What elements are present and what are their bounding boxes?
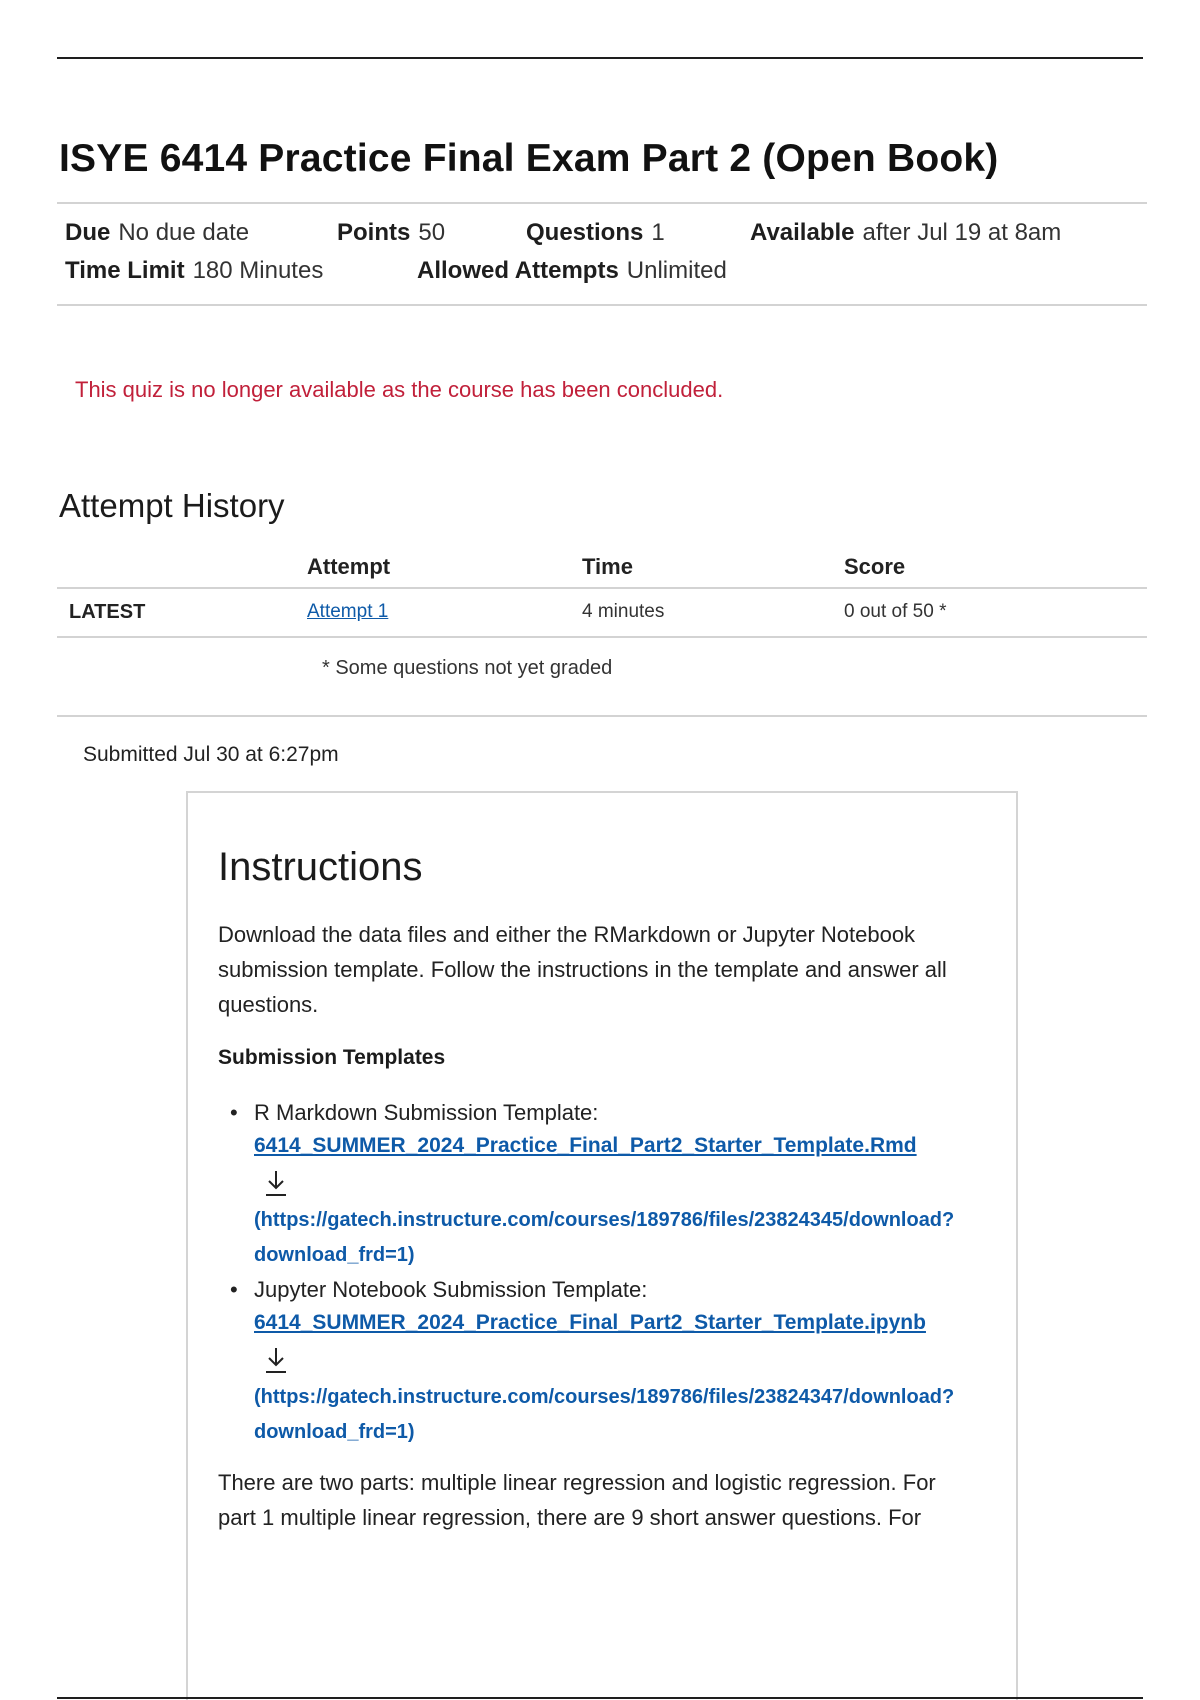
table-divider	[57, 587, 1147, 589]
latest-tag: LATEST	[69, 601, 146, 623]
download-icon[interactable]	[264, 1346, 288, 1374]
bullet: •	[230, 1100, 238, 1125]
table-divider	[57, 636, 1147, 638]
time-limit-detail: Time Limit 180 Minutes	[65, 257, 324, 284]
submission-templates-heading: Submission Templates	[218, 1046, 446, 1069]
submitted-timestamp: Submitted Jul 30 at 6:27pm	[83, 743, 339, 766]
points-detail: Points 50	[337, 219, 446, 246]
instructions-panel	[186, 791, 1018, 1700]
attempt-1-link[interactable]: Attempt 1	[307, 601, 389, 622]
parts-description: There are two parts: multiple linear regression and logistic regression. For part 1 multiple linear regression, there are 9 short answer questions. For	[218, 1470, 936, 1530]
ipynb-template-label: Jupyter Notebook Submission Template:	[254, 1277, 648, 1302]
column-header-attempt: Attempt	[307, 554, 391, 579]
bullet: •	[230, 1277, 238, 1302]
course-concluded-notice: This quiz is no longer available as the course has been concluded.	[75, 377, 724, 402]
questions-detail: Questions 1	[526, 219, 665, 246]
rmd-template-label: R Markdown Submission Template:	[254, 1100, 599, 1125]
page-title: ISYE 6414 Practice Final Exam Part 2 (Open Book)	[59, 137, 999, 180]
attempt-score: 0 out of 50 *	[844, 601, 947, 622]
allowed-attempts-detail: Allowed Attempts Unlimited	[417, 257, 727, 284]
attempt-time: 4 minutes	[582, 601, 665, 622]
divider	[57, 715, 1147, 717]
divider	[57, 304, 1147, 306]
instructions-title: Instructions	[218, 845, 423, 889]
grading-footnote: * Some questions not yet graded	[322, 657, 613, 679]
divider	[57, 202, 1147, 204]
column-header-score: Score	[844, 554, 906, 579]
due-detail: Due No due date	[65, 219, 250, 246]
rmd-template-url[interactable]: (https://gatech.instructure.com/courses/189786/files/23824345/download?download_frd=1)	[254, 1209, 955, 1266]
ipynb-template-link[interactable]: 6414_SUMMER_2024_Practice_Final_Part2_Starter_Template.ipynb	[254, 1311, 926, 1334]
ipynb-template-url[interactable]: (https://gatech.instructure.com/courses/189786/files/23824347/download?download_frd=1)	[254, 1386, 955, 1443]
available-detail: Available after Jul 19 at 8am	[750, 219, 1062, 246]
column-header-time: Time	[582, 554, 633, 579]
download-icon[interactable]	[264, 1169, 288, 1197]
rmd-template-link[interactable]: 6414_SUMMER_2024_Practice_Final_Part2_Starter_Template.Rmd	[254, 1134, 917, 1157]
top-rule	[57, 57, 1143, 59]
bottom-rule	[57, 1697, 1143, 1699]
attempt-history-title: Attempt History	[59, 487, 285, 524]
instructions-intro: Download the data files and either the RMarkdown or Jupyter Notebook submission template. Follow the instructions in the template and answer all questions.	[218, 922, 947, 1017]
